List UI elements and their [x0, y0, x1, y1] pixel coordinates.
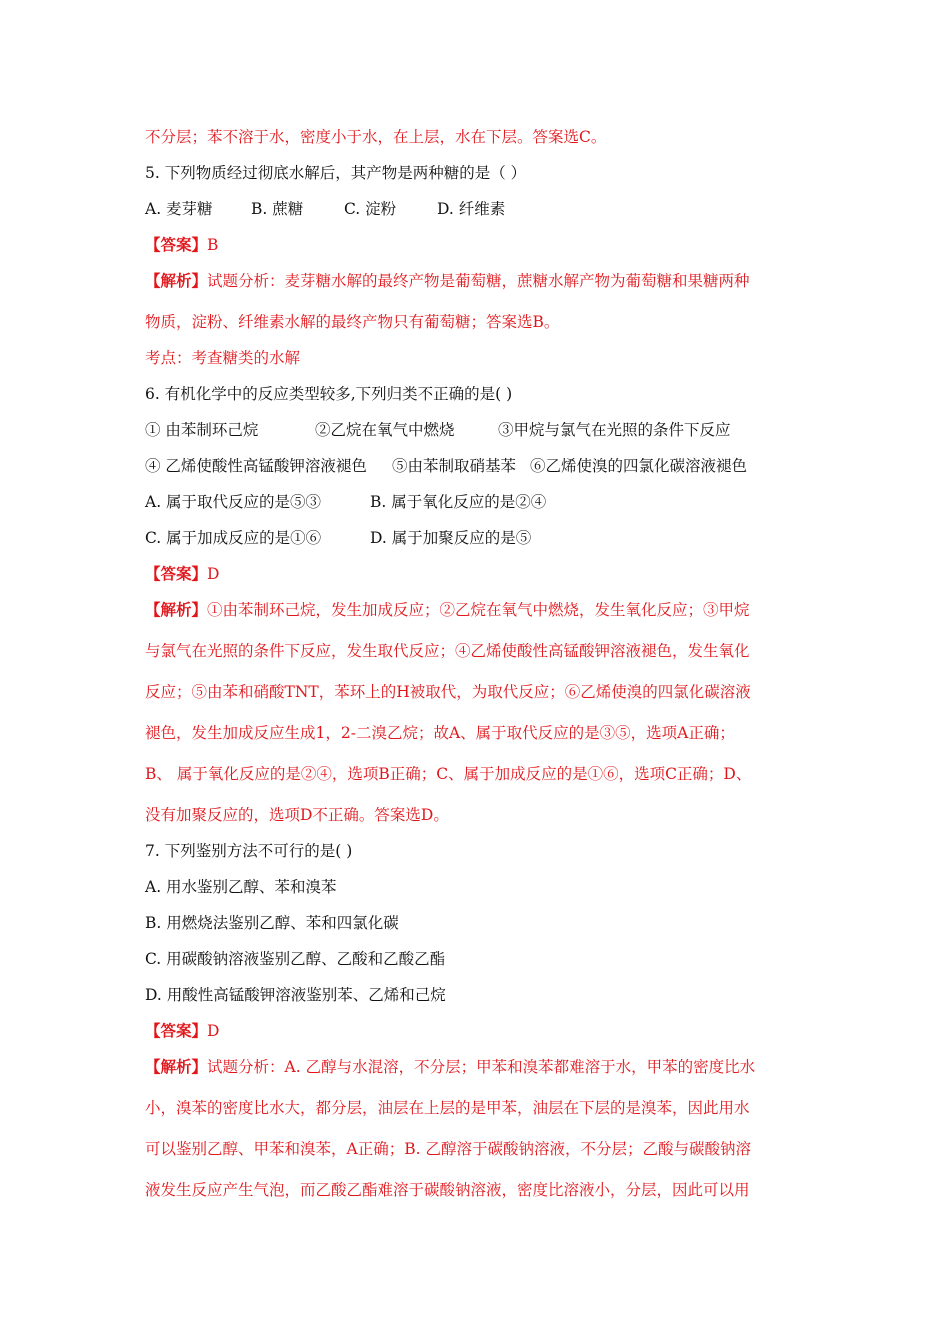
- answer-6: [145, 564, 219, 584]
- q6-item-1: ① 由苯制环己烷: [145, 421, 259, 439]
- explanation-6-line-4: 褪色，发生加成反应生成1，2-二溴乙烷；故A、属于取代反应的是③⑤，选项A正确；: [145, 724, 735, 742]
- explanation-7-line-4: 液发生反应产生气泡，而乙酸乙酯难溶于碳酸钠溶液，密度比溶液小，分层，因此可以用: [145, 1181, 750, 1199]
- q7-option-c: C. 用碳酸钠溶液鉴别乙醇、乙酸和乙酸乙酯: [145, 950, 446, 968]
- q6-option-b: B. 属于氧化反应的是②④: [370, 493, 547, 511]
- answer-tag: 【答案】: [145, 235, 208, 254]
- explanation-5-line-1: [145, 271, 750, 291]
- explanation-continued: 不分层；苯不溶于水，密度小于水，在上层，水在下层。答案选C。: [145, 128, 607, 146]
- q7-option-b: B. 用燃烧法鉴别乙醇、苯和四氯化碳: [145, 914, 399, 932]
- explanation-6-line-2: 与氯气在光照的条件下反应，发生取代反应；④乙烯使酸性高锰酸钾溶液褪色，发生氧化: [145, 642, 750, 660]
- q6-item-3: ③甲烷与氯气在光照的条件下反应: [498, 421, 731, 439]
- explanation-6-line-3: 反应；⑤由苯和硝酸TNT，苯环上的H被取代，为取代反应；⑥乙烯使溴的四氯化碳溶液: [145, 683, 751, 701]
- q6-option-d: D. 属于加聚反应的是⑤: [370, 529, 532, 547]
- explanation-5-line-2: 物质，淀粉、纤维素水解的最终产物只有葡萄糖；答案选B。: [145, 313, 560, 331]
- q6-option-c: C. 属于加成反应的是①⑥: [145, 529, 322, 547]
- explanation-text: 试题分析：A. 乙醇与水混溶，不分层；甲苯和溴苯都难溶于水，甲苯的密度比水: [207, 1058, 756, 1076]
- answer-5: [145, 235, 218, 255]
- answer-value: B: [207, 236, 219, 254]
- q5-option-b: B. 蔗糖: [251, 200, 304, 218]
- answer-value: D: [207, 565, 220, 583]
- q5-option-d: D. 纤维素: [437, 200, 506, 218]
- explanation-7-line-3: 可以鉴别乙醇、甲苯和溴苯，A正确；B. 乙醇溶于碳酸钠溶液，不分层；乙酸与碳酸钠溶: [145, 1140, 751, 1158]
- q6-item-4: ④ 乙烯使酸性高锰酸钾溶液褪色: [145, 457, 367, 475]
- explanation-7-line-2: 小，溴苯的密度比水大，都分层，油层在上层的是甲苯，油层在下层的是溴苯，因此用水: [145, 1099, 750, 1117]
- q5-option-c: C. 淀粉: [344, 200, 397, 218]
- q6-item-5: ⑤由苯制取硝基苯: [392, 457, 517, 475]
- explanation-7-line-1: [145, 1057, 755, 1077]
- answer-tag: 【答案】: [145, 564, 208, 583]
- question-7: 7. 下列鉴别方法不可行的是( ): [145, 842, 353, 860]
- answer-7: [145, 1021, 219, 1041]
- explanation-tag: 【解析】: [145, 1057, 208, 1076]
- q6-option-a: A. 属于取代反应的是⑤③: [145, 493, 322, 511]
- explanation-tag: 【解析】: [145, 271, 208, 290]
- question-5: 5. 下列物质经过彻底水解后，其产物是两种糖的是（ ）: [145, 164, 527, 182]
- answer-tag: 【答案】: [145, 1021, 208, 1040]
- question-6: 6. 有机化学中的反应类型较多,下列归类不正确的是( ): [145, 385, 513, 403]
- explanation-5-topic: 考点：考查糖类的水解: [145, 349, 301, 367]
- q7-option-d: D. 用酸性高锰酸钾溶液鉴别苯、乙烯和己烷: [145, 986, 446, 1004]
- explanation-text: 试题分析：麦芽糖水解的最终产物是葡萄糖，蔗糖水解产物为葡萄糖和果糖两种: [207, 272, 750, 290]
- explanation-6-line-6: 没有加聚反应的，选项D不正确。答案选D。: [145, 806, 449, 824]
- answer-value: D: [207, 1022, 220, 1040]
- explanation-text: ①由苯制环己烷，发生加成反应；②乙烷在氧气中燃烧，发生氧化反应；③甲烷: [207, 601, 750, 619]
- explanation-6-line-1: [145, 600, 750, 620]
- q7-option-a: A. 用水鉴别乙醇、苯和溴苯: [145, 878, 337, 896]
- q6-item-6: ⑥乙烯使溴的四氯化碳溶液褪色: [530, 457, 748, 475]
- q6-item-2: ②乙烷在氧气中燃烧: [315, 421, 455, 439]
- q5-option-a: A. 麦芽糖: [145, 200, 213, 218]
- explanation-tag: 【解析】: [145, 600, 208, 619]
- explanation-6-line-5: B、 属于氧化反应的是②④，选项B正确；C、属于加成反应的是①⑥，选项C正确；D、: [145, 765, 752, 783]
